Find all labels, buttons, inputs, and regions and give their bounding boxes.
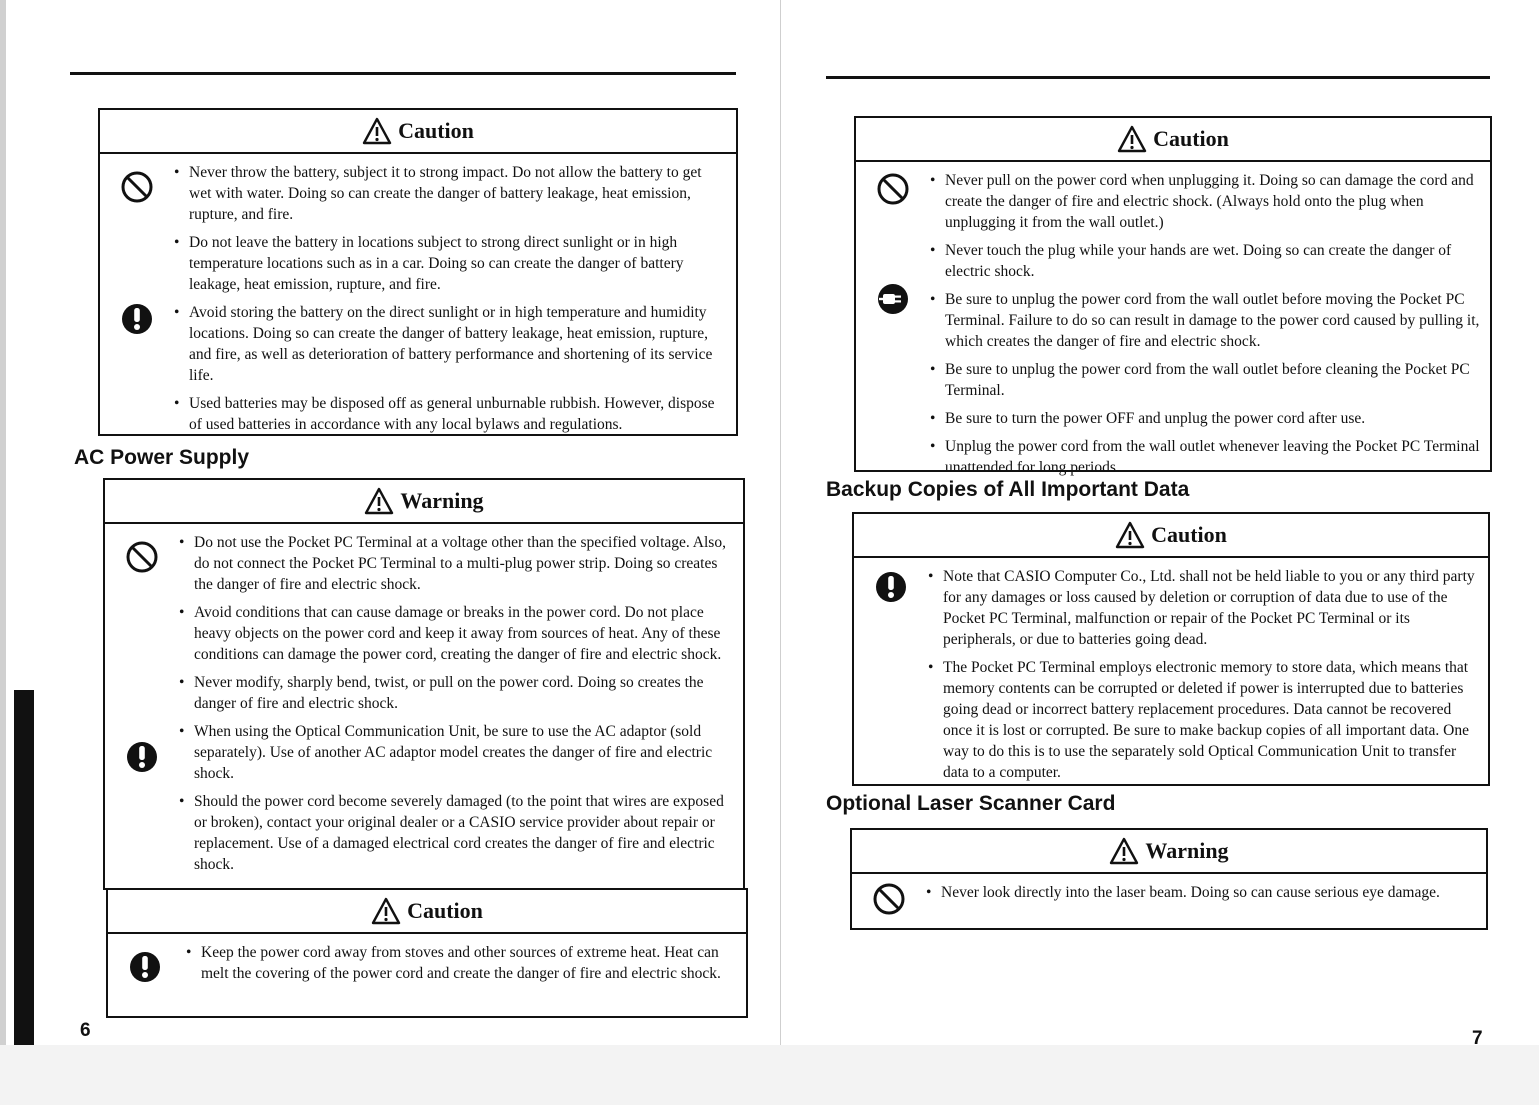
warning-list [926,882,1476,903]
right-page [780,0,1539,1105]
unplug-icon [876,282,910,316]
caution-list [186,942,736,984]
list-item: • Avoid storing the battery on the direct sunlight or in high temperature and humidity locations. Doing so can create the danger of battery leakage, heat emission, rupture, and fire, as well as deterioration of battery performance and shortening of its service life. [174,302,726,386]
caution-heading-text: Caution [398,118,474,143]
list-item: • Be sure to unplug the power cord from the wall outlet before moving the Pocket PC Terminal. Failure to do so can result in damage to the power cord caused by pulling it, which creates the danger of fire and electric shock. [930,289,1480,352]
prohibited-icon [120,170,154,204]
exclamation-icon [125,740,159,774]
caution-box-ac [106,888,748,1018]
caution-heading [856,118,1490,162]
list-item: • Never throw the battery, subject it to strong impact. Do not allow the battery to get wet with water. Doing so can create the danger of battery leakage, heat emission, rupture, and fire. [174,162,726,225]
exclamation-icon [120,302,154,336]
section-title-backup: Backup Copies of All Important Data [826,478,1190,501]
caution-box-backup [852,512,1490,786]
caution-heading-text: Caution [407,898,483,923]
list-item: • When using the Optical Communication Unit, be sure to use the AC adaptor (sold separately). Use of another AC adaptor model creates the danger of fire and electric shock. [179,721,733,784]
caution-heading-text: Caution [1153,126,1229,151]
list-item: • Avoid conditions that can cause damage or breaks in the power cord. Do not place heavy objects on the power cord and keep it away from sources of heat. Any of these conditions can damage the power cord, creating the danger of fire and electric shock. [179,602,733,665]
exclamation-icon [874,570,908,604]
warning-triangle-icon [1117,125,1147,153]
caution-box-power-cord [854,116,1492,476]
prohibited-icon [125,540,159,574]
list-item: • Should the power cord become severely damaged (to the point that wires are exposed or broken), contact your original dealer or a CASIO service provider about repair or replacement. Use of a damaged electrical cord creates the danger of fire and electric shock. [179,791,733,875]
list-item: • Never pull on the power cord when unplugging it. Doing so can damage the cord and create the danger of fire and electric shock. (Always hold onto the plug when unplugging it from the wall outlet.) [930,170,1480,233]
header-rule [826,76,1490,79]
warning-triangle-icon [371,897,401,925]
list-item: • Be sure to turn the power OFF and unplug the power cord after use. [930,408,1480,429]
list-item: • Keep the power cord away from stoves and other sources of extreme heat. Heat can melt the covering of the power cord and create the danger of fire and electric shock. [186,942,736,984]
page-number: 6 [80,1020,91,1041]
caution-list [174,162,726,435]
warning-triangle-icon [1109,837,1139,865]
list-item: • Used batteries may be disposed off as general unburnable rubbish. However, dispose of used batteries in accordance with any local bylaws and regulations. [174,393,726,435]
list-item: • Note that CASIO Computer Co., Ltd. shall not be held liable to you or any third party for any damages or loss caused by deletion or corruption of data due to use of the Pocket PC Terminal, malfunction or repair of the Pocket PC Terminal or its peripherals, or due to batteries going dead. [928,566,1478,650]
list-item: • Never look directly into the laser beam. Doing so can cause serious eye damage. [926,882,1476,903]
warning-heading-text: Warning [1145,838,1229,863]
page-number: 7 [1472,1028,1483,1049]
warning-heading [852,830,1486,874]
caution-heading [108,890,746,934]
warning-heading [105,480,743,524]
exclamation-icon [128,950,162,984]
warning-heading-text: Warning [400,488,484,513]
caution-box-battery [98,108,738,436]
list-item: • The Pocket PC Terminal employs electronic memory to store data, which means that memory contents can be corrupted or deleted if power is interrupted due to batteries going dead or incorrect battery replacement procedures. Data cannot be recovered once it is lost or corrupted. Be sure to make backup copies of all important data. One way to do this is to use the separately sold Optical Communication Unit to transfer data to a computer. [928,657,1478,783]
warning-box-ac [103,478,745,890]
prohibited-icon [876,172,910,206]
caution-list [928,566,1478,783]
list-item: • Be sure to unplug the power cord from the wall outlet before cleaning the Pocket PC Terminal. [930,359,1480,401]
list-item: • Unplug the power cord from the wall outlet whenever leaving the Pocket PC Terminal unattended for long periods. [930,436,1480,478]
list-item: • Never touch the plug while your hands are wet. Doing so can create the danger of electric shock. [930,240,1480,282]
warning-triangle-icon [362,117,392,145]
section-title-laser: Optional Laser Scanner Card [826,792,1116,815]
caution-heading-text: Caution [1151,522,1227,547]
warning-triangle-icon [364,487,394,515]
list-item: • Do not leave the battery in locations subject to strong direct sunlight or in high temperature locations such as in a car. Doing so can create the danger of battery leakage, heat emission, rupture, and fire. [174,232,726,295]
list-item: • Do not use the Pocket PC Terminal at a voltage other than the specified voltage. Also, do not connect the Pocket PC Terminal to a multi-plug power strip. Doing so creates the danger of fire and electric shock. [179,532,733,595]
warning-triangle-icon [1115,521,1145,549]
caution-heading [854,514,1488,558]
caution-heading [100,110,736,154]
header-rule [70,72,736,75]
caution-list [930,170,1480,478]
prohibited-icon [872,882,906,916]
warning-box-laser [850,828,1488,930]
list-item: • Never modify, sharply bend, twist, or pull on the power cord. Doing so creates the danger of fire and electric shock. [179,672,733,714]
warning-list [179,532,733,875]
section-title-ac-power: AC Power Supply [74,446,250,469]
